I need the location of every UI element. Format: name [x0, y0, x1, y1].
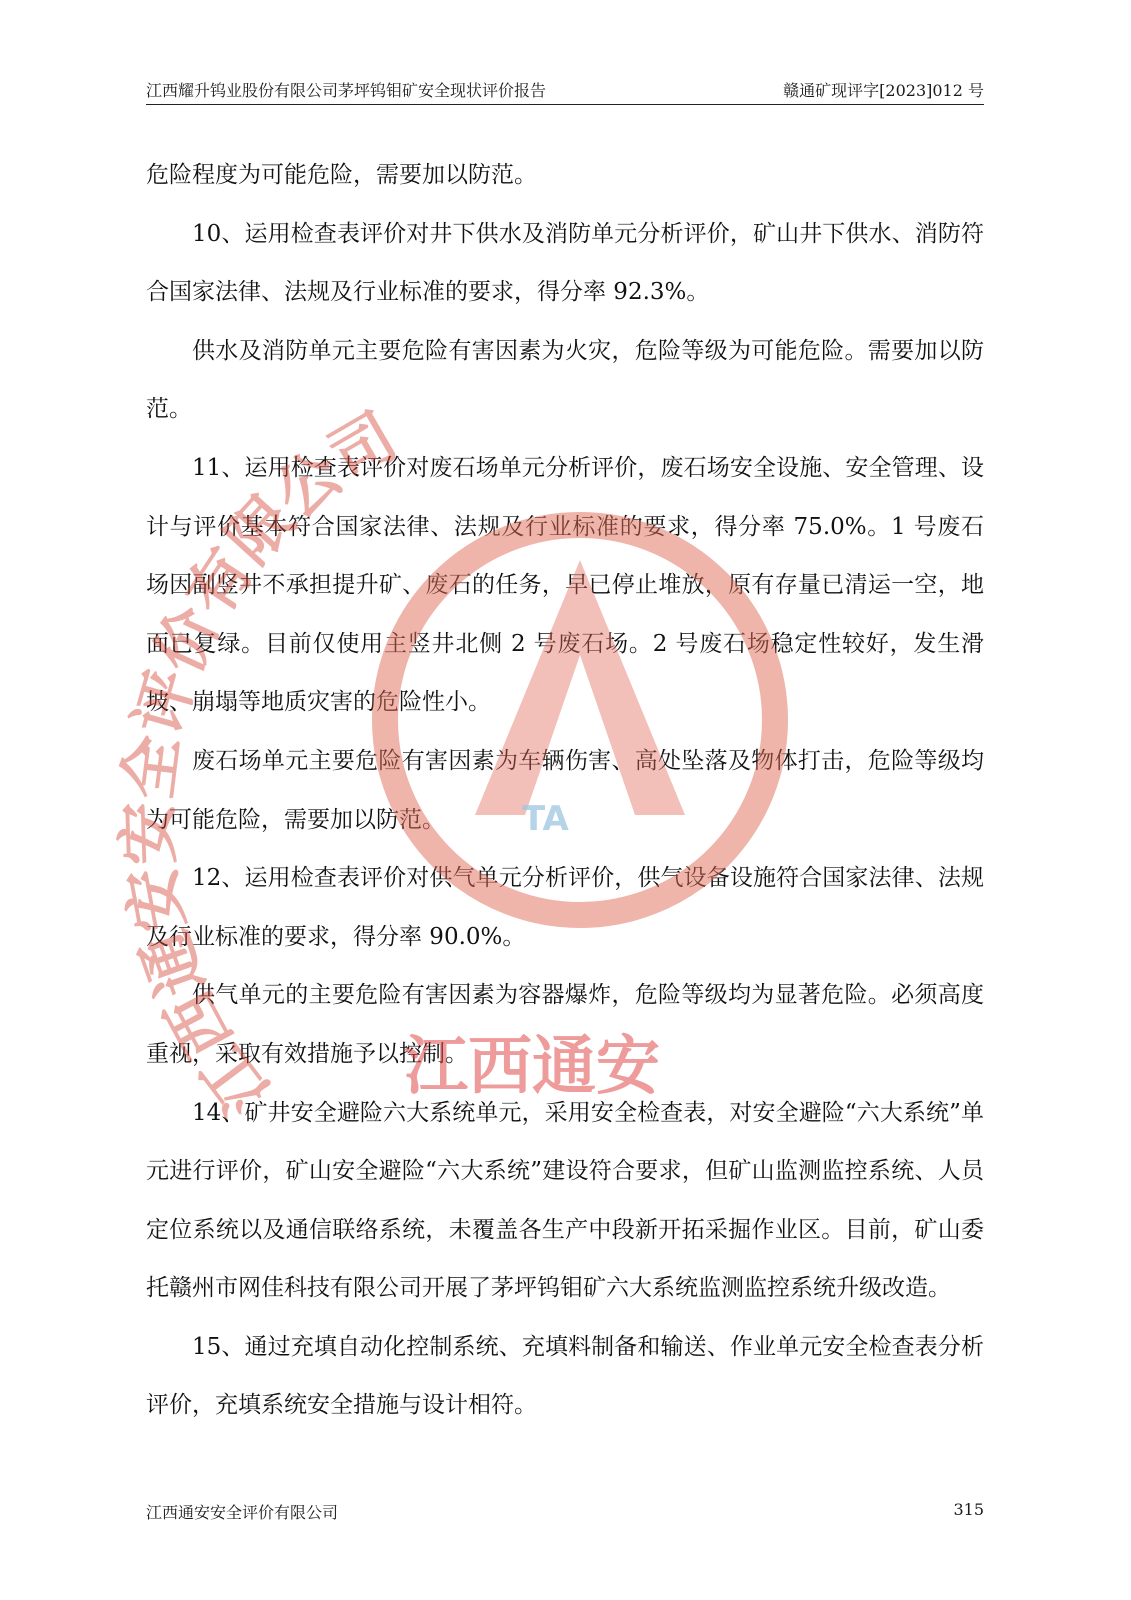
paragraph: 供气单元的主要危险有害因素为容器爆炸，危险等级均为显著危险。必须高度重视，采取有效措施予以控制。 [146, 982, 984, 1067]
page-header [146, 78, 984, 106]
paragraph: 11、运用检查表评价对废石场单元分析评价，废石场安全设施、安全管理、设计与评价基本符合国家法律、法规及行业标准的要求，得分率 75.0%。1 号废石场因副竖井不承担提升矿、废石的任务，早已停止堆放，原有存量已清运一空，地面已复绿。目前仅使用主竖井北侧 2 号废石场。2 号废石场稳定性较好，发生滑坡、崩塌等地质灾害的危险性小。 [146, 454, 984, 716]
seal-logo-ta: TA [522, 799, 569, 839]
page-number: 315 [953, 1500, 984, 1519]
paragraph: 10、运用检查表评价对井下供水及消防单元分析评价，矿山井下供水、消防符合国家法律、法规及行业标准的要求，得分率 92.3%。 [146, 220, 984, 306]
paragraph: 12、运用检查表评价对供气单元分析评价，供气设备设施符合国家法律、法规及行业标准的要求，得分率 90.0%。 [146, 865, 984, 950]
paragraph: 供水及消防单元主要危险有害因素为火灾，危险等级为可能危险。需要加以防范。 [146, 337, 984, 423]
seal-center-text: 江西通安 [404, 1030, 660, 1104]
paragraph: 14、矿井安全避险六大系统单元，采用安全检查表，对安全避险“六大系统”单元进行评价，矿山安全避险“六大系统”建设符合要求，但矿山监测监控系统、人员定位系统以及通信联络系统，未覆盖各生产中段新开拓采掘作业区。目前，矿山委托赣州市网佳科技有限公司开展了茅坪钨钼矿六大系统监测监控系统升级改造。 [146, 1099, 984, 1302]
footer-company: 江西通安安全评价有限公司 [146, 1503, 339, 1522]
report-body [146, 146, 984, 1435]
paragraph: 危险程度为可能危险，需要加以防范。 [146, 162, 537, 188]
paragraph: 15、通过充填自动化控制系统、充填料制备和输送、作业单元安全检查表分析评价，充填系统安全措施与设计相符。 [146, 1333, 984, 1419]
header-report-title: 江西耀升钨业股份有限公司茅坪钨钼矿安全现状评价报告 [146, 81, 547, 100]
header-rule [146, 104, 984, 105]
paragraph: 废石场单元主要危险有害因素为车辆伤害、高处坠落及物体打击，危险等级均为可能危险，需要加以防范。 [146, 747, 984, 833]
header-report-number: 赣通矿现评字[2023]012 号 [783, 81, 984, 100]
seal-arc-text: 江西通安安全评价有限公司 [111, 399, 409, 1127]
